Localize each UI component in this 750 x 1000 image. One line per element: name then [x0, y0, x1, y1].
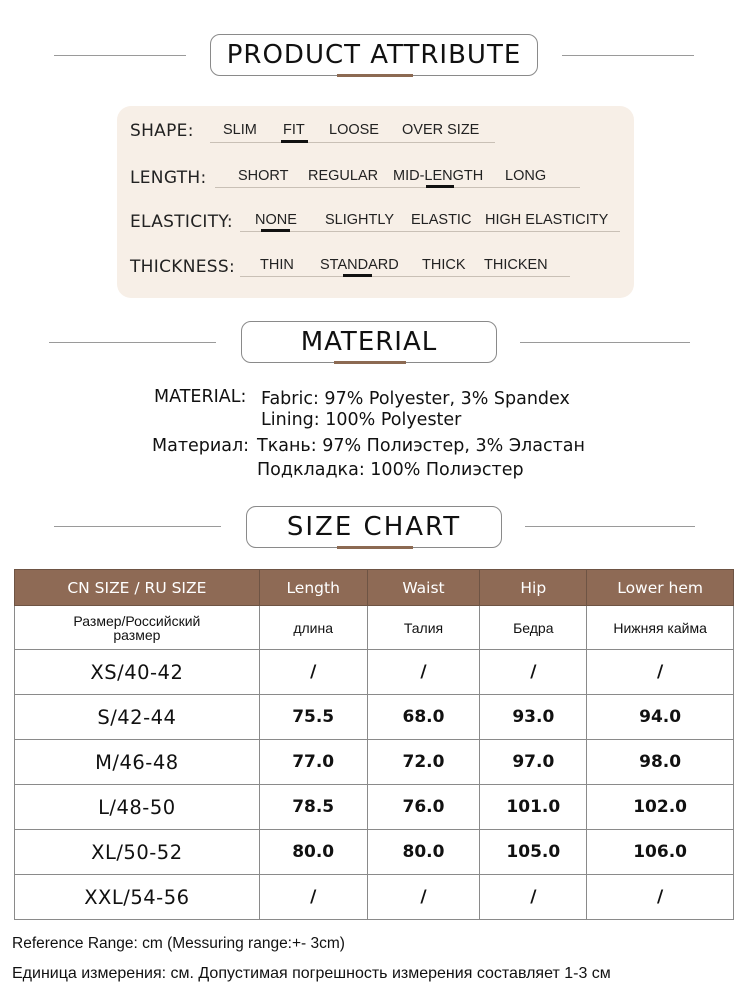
table-cell: 98.0 [587, 740, 734, 785]
selected-marker [343, 274, 372, 277]
table-cell: 68.0 [367, 695, 480, 740]
table-cell: / [367, 650, 480, 695]
table-cell: 75.5 [259, 695, 367, 740]
column-header: CN SIZE / RU SIZE [15, 570, 260, 606]
table-cell: / [259, 875, 367, 920]
divider-line [54, 526, 221, 527]
table-cell: / [480, 875, 587, 920]
table-cell: / [587, 875, 734, 920]
attr-option: SLIM [223, 122, 257, 138]
table-row [15, 830, 734, 875]
table-cell-size: XXL/54-56 [15, 875, 260, 920]
attr-option: ELASTIC [411, 212, 472, 228]
title-underline [337, 546, 413, 549]
attr-label-elasticity: ELASTICITY: [130, 212, 233, 232]
table-cell: 105.0 [480, 830, 587, 875]
table-cell: 94.0 [587, 695, 734, 740]
attr-label-shape: SHAPE: [130, 121, 194, 141]
table-cell: 106.0 [587, 830, 734, 875]
divider-line [54, 55, 186, 56]
section-title-product-attribute: PRODUCT ATTRIBUTE [210, 34, 538, 76]
title-underline [334, 361, 406, 364]
table-cell: 97.0 [480, 740, 587, 785]
attr-rule [215, 187, 580, 188]
section-title-material: MATERIAL [241, 321, 497, 363]
attr-option: LONG [505, 168, 547, 184]
table-cell: / [367, 875, 480, 920]
column-subheader: Бедра [480, 606, 587, 650]
table-row [15, 875, 734, 920]
selected-marker [281, 140, 308, 143]
table-cell: / [480, 650, 587, 695]
attr-option: OVER SIZE [402, 122, 480, 138]
attr-rule [240, 231, 620, 232]
table-cell: 76.0 [367, 785, 480, 830]
table-row [15, 650, 734, 695]
table-cell: / [259, 650, 367, 695]
divider-line [49, 342, 216, 343]
attr-option: THICKEN [484, 257, 548, 273]
table-cell-size: L/48-50 [15, 785, 260, 830]
material-lining-ru: Подкладка: 100% Полиэстер [257, 460, 524, 480]
table-row [15, 740, 734, 785]
attr-rule [240, 276, 570, 277]
attr-option: SLIGHTLY [325, 212, 395, 228]
title-underline [337, 74, 413, 77]
column-subheader: Размер/Российский размер [15, 606, 260, 650]
column-subheader: Талия [367, 606, 480, 650]
material-fabric-en: Fabric: 97% Polyester, 3% Spandex [261, 389, 570, 409]
material-lining-en: Lining: 100% Polyester [261, 410, 462, 430]
attr-option-selected: FIT [283, 122, 305, 138]
column-subheader: Нижняя кайма [587, 606, 734, 650]
table-cell: 80.0 [259, 830, 367, 875]
attr-rule [210, 142, 495, 143]
attr-option-selected: NONE [255, 212, 297, 228]
column-header: Lower hem [587, 570, 734, 606]
table-header-row [15, 570, 734, 606]
table-cell: / [587, 650, 734, 695]
table-cell: 72.0 [367, 740, 480, 785]
table-cell-size: S/42-44 [15, 695, 260, 740]
table-row [15, 785, 734, 830]
table-cell-size: XS/40-42 [15, 650, 260, 695]
material-fabric-ru: Ткань: 97% Полиэстер, 3% Эластан [257, 436, 585, 456]
size-chart-table [14, 569, 734, 920]
column-header: Length [259, 570, 367, 606]
selected-marker [426, 185, 454, 188]
reference-range-note: Reference Range: cm (Messuring range:+- 3cm) [12, 935, 345, 952]
column-header: Hip [480, 570, 587, 606]
section-title-size-chart: SIZE CHART [246, 506, 502, 548]
table-cell: 93.0 [480, 695, 587, 740]
table-cell: 80.0 [367, 830, 480, 875]
attr-option: REGULAR [308, 168, 379, 184]
attr-label-length: LENGTH: [130, 168, 207, 188]
table-cell-size: M/46-48 [15, 740, 260, 785]
table-cell: 102.0 [587, 785, 734, 830]
table-cell: 101.0 [480, 785, 587, 830]
attr-label-thickness: THICKNESS: [130, 257, 235, 277]
divider-line [525, 526, 695, 527]
column-subheader: длина [259, 606, 367, 650]
table-cell: 78.5 [259, 785, 367, 830]
table-row [15, 695, 734, 740]
selected-marker [261, 229, 290, 232]
measurement-note-ru: Единица измерения: см. Допустимая погрешность измерения составляет 1-3 см [12, 965, 611, 982]
divider-line [562, 55, 694, 56]
table-subheader-row [15, 606, 734, 650]
attr-option: THICK [422, 257, 466, 273]
column-header: Waist [367, 570, 480, 606]
attr-option: LOOSE [329, 122, 379, 138]
attr-option: SHORT [238, 168, 289, 184]
attr-option-selected: STANDARD [320, 257, 399, 273]
material-label-ru: Материал: [152, 436, 250, 456]
table-cell: 77.0 [259, 740, 367, 785]
attr-option: HIGH ELASTICITY [485, 212, 609, 228]
divider-line [520, 342, 690, 343]
material-label-en: MATERIAL: [154, 387, 247, 407]
table-cell-size: XL/50-52 [15, 830, 260, 875]
attr-option-selected: MID-LENGTH [393, 168, 484, 184]
attr-option: THIN [260, 257, 294, 273]
